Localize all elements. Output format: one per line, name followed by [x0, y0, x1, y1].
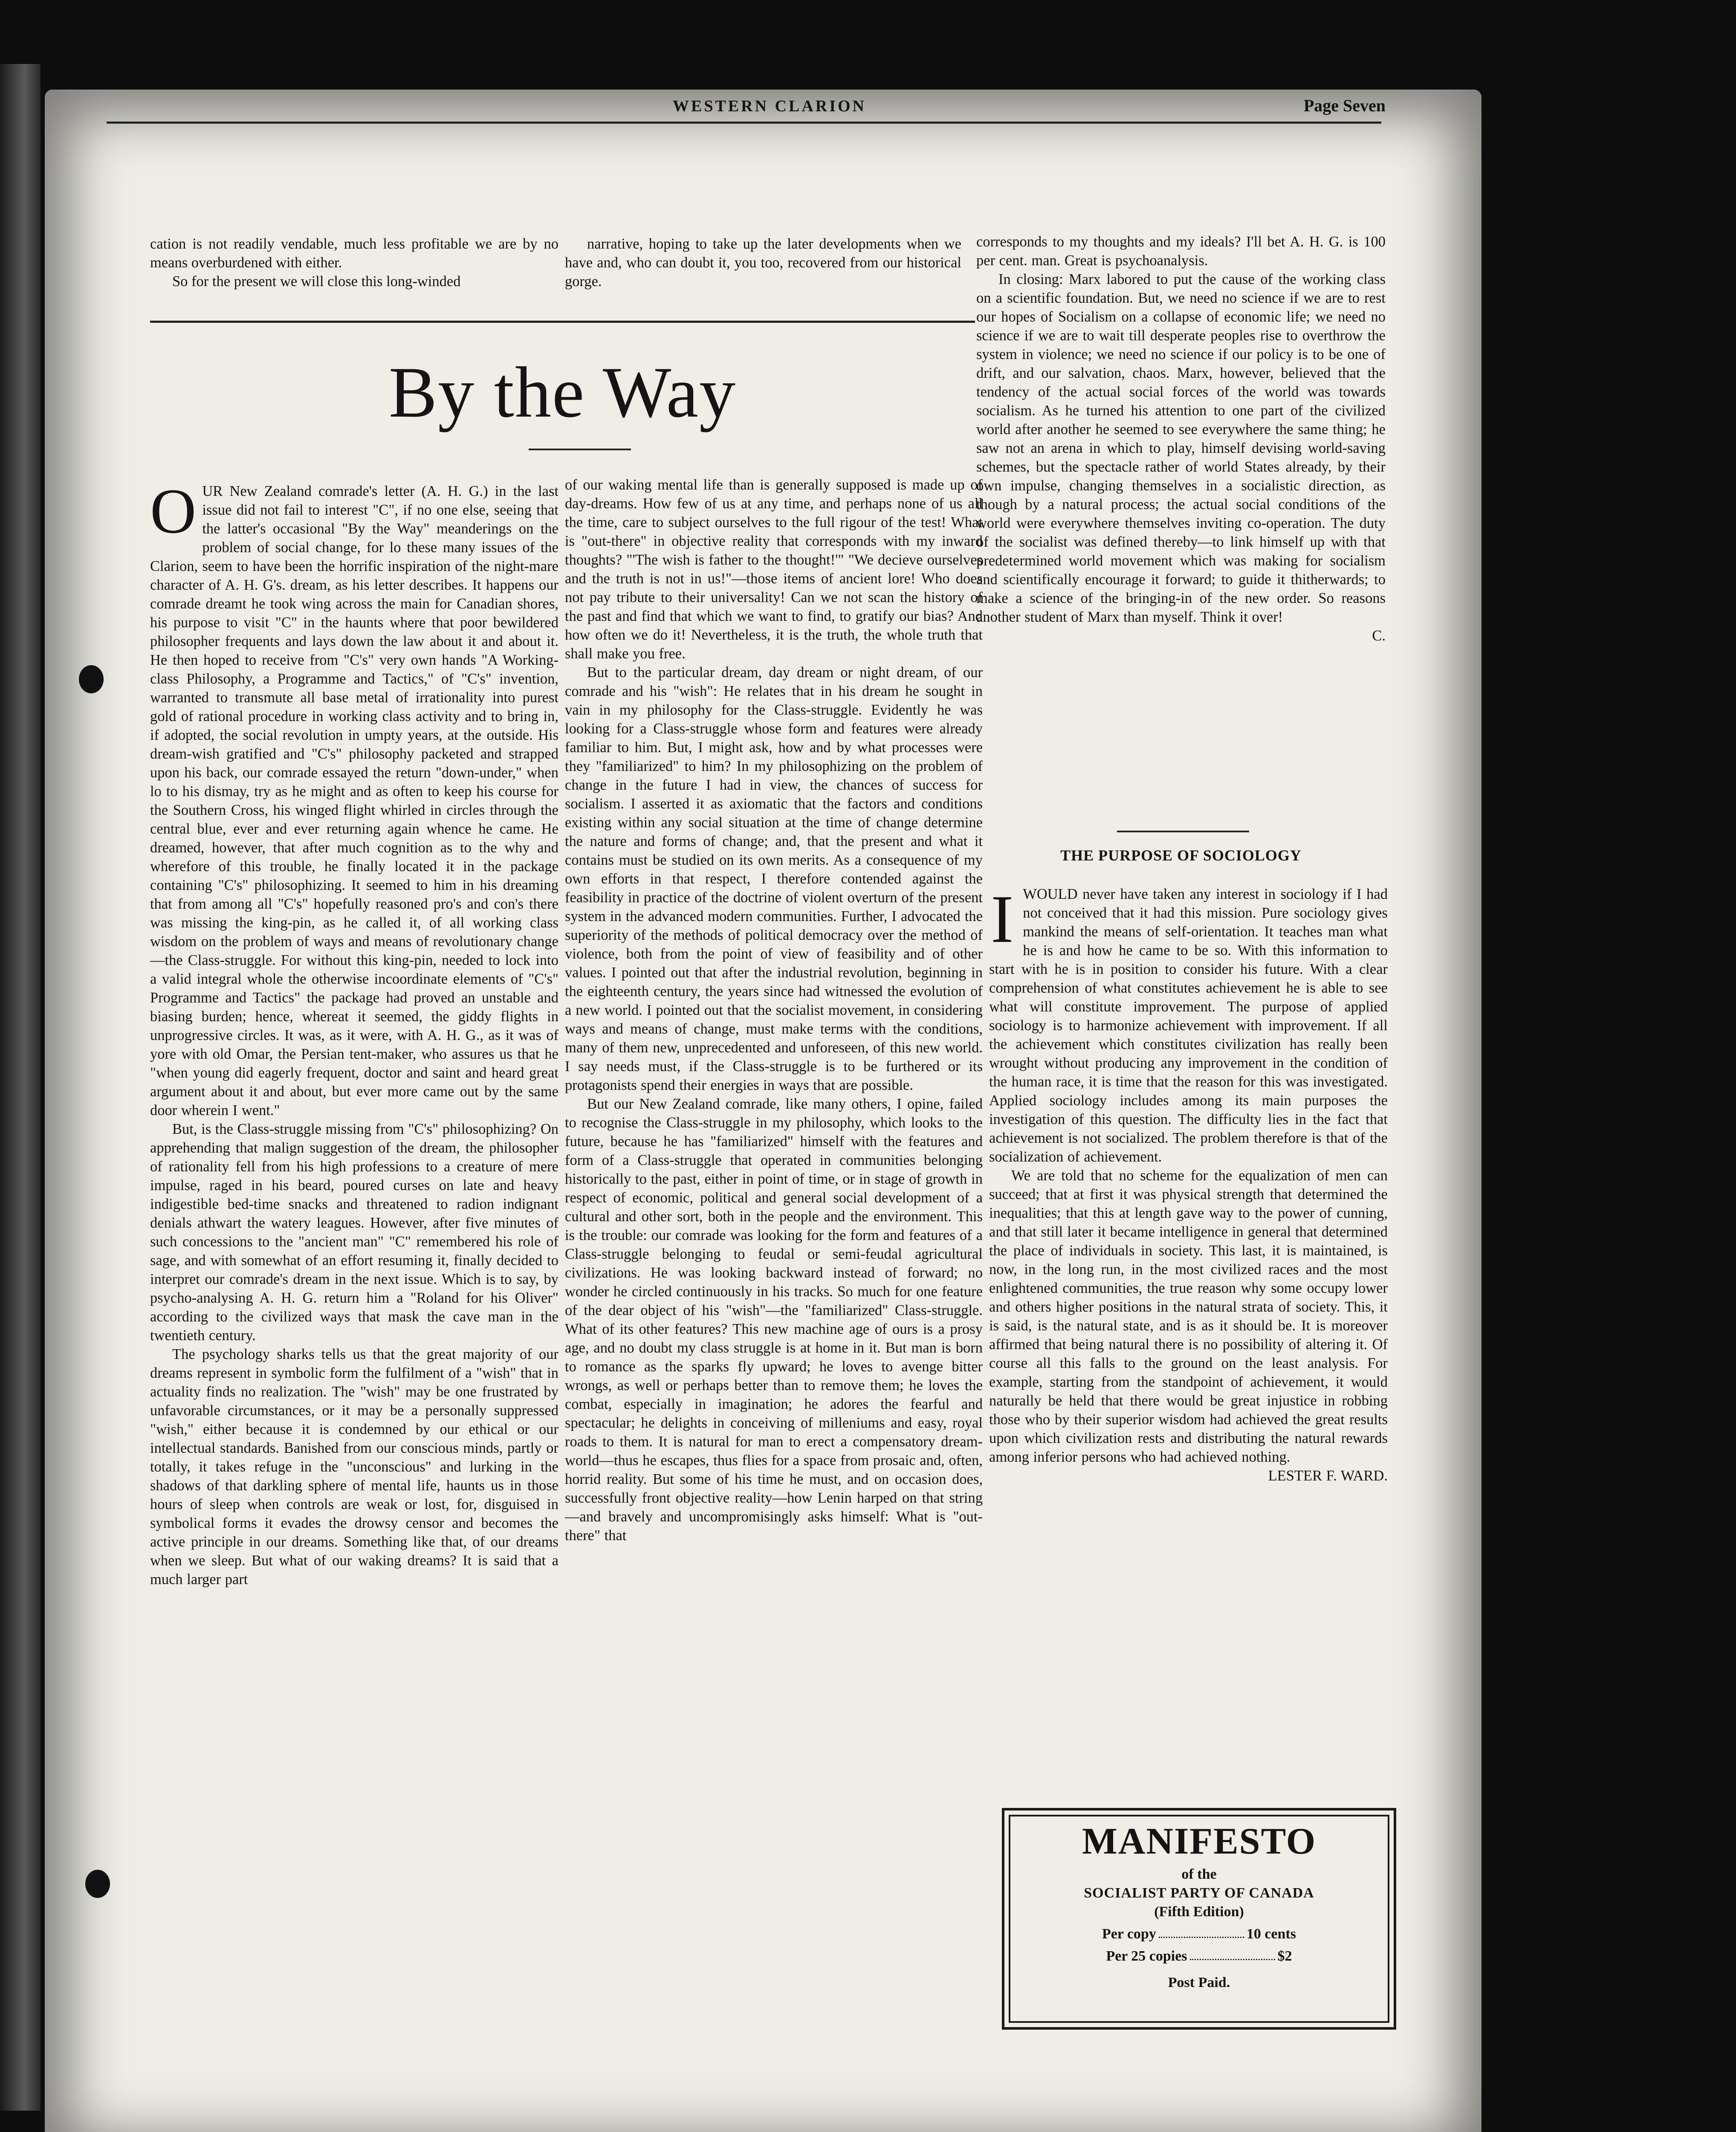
article-paragraph: But, is the Class-struggle missing from "C's" philosophizing? On apprehending that malign suggestion of the dream, the philosopher of rationality fell from his high professions to a creature of mere impulse, raged in his beard, poured curses on late and heavy indigestible bed-time snacks and threatened to radion indignant denials athwart the watery leagues. However, after five minutes of such concessions to the "ancient man" "C" remembered his role of sage, and with somewhat of an effort resuming it, finally decided to interpret our comrade's dream in the next issue. Which is to say, by psycho-analysing A. H. G. return him a "Roland for his Oliver" according to the civilized ways that mask the cave man in the twentieth century.	[150, 1121, 558, 1344]
header-rule	[107, 122, 1381, 124]
sociology-column	[989, 881, 1388, 1485]
sociology-paragraph: IWOULD never have taken any interest in sociology if I had not conceived that it had this mission. Pure sociology gives mankind the means of self-orientation. It teaches man what he is and how he came to be so. With this information to start with he is in position to consider his future. With a clear comprehension of what constitutes achievement he is able to see what will constitute improvement. The purpose of applied sociology is to harmonize achievement with improvement. If all the achievement which constitutes civilization has really been wrought without producing any improvement in the condition of the human race, it is time that the reason for this was investigated. Applied sociology includes among its main purposes the investigation of this question. The difficulty lies in the fact that achievement is not socialized. The problem therefore is that of the socialization of achievement.	[989, 881, 1388, 1165]
article-paragraph: The psychology sharks tells us that the great majority of our dreams represent in symbolic form the fulfilment of a "wish" that in actuality finds no realization. The "wish" may be one frustrated by unfavorable circumstances, or it may be a personally suppressed "wish," either because it is condemned by our ethical or our intellectual standards. Banished from our conscious minds, partly or totally, it takes refuge in the "unconscious" and lurking in the shadows of that darkling sphere of mental life, haunts us in those hours of sleep when controls are weak or lost, for, disguised in symbolical forms it evades the drowsy censor and becomes the active principle in our dreams. Something like that, of our dreams when we sleep. But what of our waking dreams? It is said that a much larger part	[150, 1346, 558, 1587]
leader-dots	[1190, 1948, 1275, 1960]
article-paragraph: But our New Zealand comrade, like many others, I opine, failed to recognise the Class-struggle in my philosophy, which looks to the future, because he has "familiarized" himself with the features and form of a Class-struggle that operated in communities belonging historically to the past, either in point of time, or in stage of growth in respect of economic, political and general social development of a cultural and other sort, both in the people and the environment. This is the trouble: our comrade was looking for the form and features of a Class-struggle belonging to feudal or semi-feudal agricultural civilizations. He was looking backward instead of forward; no wonder he circled continuously in his tracks. So much for one feature of the dear object of his "wish"—the "familiarized" Class-struggle. What of its other features? This new machine age of ours is a prosy age, and no doubt my class struggle is at home in it. But man is born to romance as the sparks fly upward; he loves to avenge bitter wrongs, as well or perhaps better than to remove them; he loves the combat, especially in imagination; he adores the fearful and spectacular; he delights in conceiving of milleniums and easy, royal roads to them. It is natural for man to erect a compensatory dream-world—thus he escapes, thus flies for a space from prosaic and, often, horrid reality. But some of his time he must, and on occasion does, successfully front objective reality—how Lenin harped on that string—and bravely and uncompromisingly asks himself: What is "out-there" that	[565, 1096, 983, 1544]
article-paragraph: OUR New Zealand comrade's letter (A. H. G.) in the last issue did not fail to interest "C", if no one else, seeing that the latter's occasional "By the Way" meanderings on the problem of social change, for lo these many issues of the Clarion, seem to have been the horrific inspiration of the night-mare character of A. H. G's. dream, as his letter describes. It happens our comrade dreamt he took wing across the main for Canadian shores, his purpose to visit "C" in the haunts where that poor bewildered philosopher frequents and lays down the law about it and about it. He then hoped to receive from "C's" very own hands "A Working-class Philosophy, a Programme and Tactics," of "C's" invention, warranted to transmute all base metal of irrationality into purest gold of rational procedure in working class activity and to bring in, if adopted, the social revolution in umpty years, at the outside. His dream-wish gratified and "C's" philosophy packeted and strapped upon his back, our comrade essayed the return "down-under," when lo to his dismay, try as he might and as often to keep his course for the Southern Cross, his winged flight whirled in circles through the central blue, ever and ever returning again whence he came. He dreamed, however, that after much cognition as to the why and wherefore of this trouble, he finally located it in the package containing "C's" philosophizing. It seemed to him in his dreaming that from among all "C's" hopefully reasoned pro's and con's there was missing the king-pin, as he called it, of all working class wisdom on the problem of ways and means of revolutionary change—the Class-struggle. For without this king-pin, needed to lock into a valid integral whole the otherwise incoordinate elements of "C's" Programme and Tactics" the package had proved an unstable and biasing burden; hence, whereat it seemed, the giddy flights in unprogressive circles. It was, as it were, with A. H. G., as it was of yore with old Omar, the Persian tent-maker, who assures us that he "when young did eagerly frequent, doctor and saint and heard great argument about it and about, but ever more came out by the same door wherein I went."	[150, 476, 558, 1118]
headline-rule	[529, 449, 631, 450]
carryover-column-1	[150, 235, 558, 291]
article-paragraph: But to the particular dream, day dream or night dream, of our comrade and his "wish": He relates that in his dream he sought in vain in my philosophy for the Class-struggle. Evidently he was looking for a Class-struggle whose form and features were already familiar to him. But, I might ask, how and by what processes were they "familiarized" to him? In my philosophizing on the problem of change in the future I had in view, the chances of success for socialism. I asserted it as axiomatic that the factors and conditions existing within any social situation at the time of change determine the nature and forms of change; and, that the present and what it contains must be studied on its own merits. As a consequence of my own efforts in that respect, I therefore contended against the feasibility in practice of the doctrine of violent overturn of the present system in the advanced modern communities. Further, I advocated the superiority of the methods of political democracy over the method of violence, both from the point of view of feasibility and of other values. I pointed out that after the industrial revolution, beginning in the eighteenth century, the years since had witnessed the evolution of a new world. I pointed out that the socialist movement, in considering ways and means of change, must make terms with the conditions, many of them new, unprecedented and unforeseen, of this new world. I say needs must, if the Class-struggle is to be furthered or its protagonists spend their energies in ways that are possible.	[565, 664, 983, 1093]
article-column-2	[565, 475, 983, 1545]
carryover-text: narrative, hoping to take up the later developments when we have and, who can doubt it, you too, recovered from our historical gorge.	[565, 236, 961, 290]
advert-edition: (Fifth Edition)	[1154, 1904, 1244, 1920]
carryover-text: So for the present we will close this long-winded	[172, 273, 461, 290]
carryover-column-2	[565, 235, 961, 291]
drop-cap: O	[150, 476, 197, 547]
article-headline: By the Way	[388, 352, 737, 432]
price-label: Per copy	[1102, 1926, 1156, 1942]
sociology-heading: THE PURPOSE OF SOCIOLOGY	[1060, 847, 1302, 864]
scan-border	[0, 64, 41, 2111]
page-number: Page Seven	[1303, 96, 1386, 115]
article-column-1	[150, 476, 558, 1589]
section-rule	[1117, 831, 1249, 832]
article-signature: C.	[1372, 628, 1386, 644]
advert-price-row	[1004, 1926, 1394, 1942]
article-rule	[150, 321, 975, 323]
advert-price-row	[1004, 1948, 1394, 1964]
advert-postage: Post Paid.	[1168, 1975, 1230, 1990]
leader-dots	[1159, 1926, 1244, 1938]
drop-cap: I	[991, 881, 1014, 957]
price-label: Per 25 copies	[1106, 1948, 1187, 1964]
price-value: 10 cents	[1246, 1926, 1296, 1942]
sociology-author: LESTER F. WARD.	[1268, 1468, 1388, 1484]
advert-title: MANIFESTO	[1082, 1821, 1316, 1862]
article-paragraph: of our waking mental life than is generally supposed is made up of day-dreams. How few of us at any time, and perhaps none of us all the time, care to subject ourselves to the full rigour of the test! What is "out-there" in objective reality that corresponds with my inward thoughts? "'The wish is father to the thought!'" "We decieve ourselves and the truth is not in us!"—those items of ancient lore! Who does not pay tribute to their universality! Can we not scan the history of the past and find that which we want to find, to gratify our bias? And how often we do it! Nevertheless, it is the truth, the whole truth that shall make you free.	[565, 477, 983, 662]
manifesto-advert	[1002, 1808, 1396, 2030]
advert-party: SOCIALIST PARTY OF CANADA	[1084, 1885, 1314, 1901]
article-column-3	[976, 232, 1386, 645]
binding-hole	[79, 665, 104, 693]
article-paragraph: In closing: Marx labored to put the cause of the working class on a scientific foundation. But, we need no science if we are to rest our hopes of Socialism on a collapse of economic life; we need no science if we are to wait till desperate peoples rise to overthrow the system in violence; we need no science if our policy is to be one of drift, and our salvation, chaos. Marx, however, believed that the tendency of the actual social forces of the world was towards socialism. As he turned his attention to one part of the civilized world after another he seemed to see everywhere the same thing; he saw not an arena in which to play, himself devising world-saving schemes, but the spectacle rather of world States already, by their own impulse, changing themselves in a socialistic direction, as though by a natural process; the actual social conditions of the world were everywhere themselves inviting co-operation. The duty of the socialist was defined thereby—to link himself up with that predetermined world movement which was making for socialism and scientifically encourage it forward; to guide it thitherwards; to make a science of the bringing-in of the new order. So reasons another student of Marx than myself. Think it over!	[976, 271, 1386, 625]
carryover-text: cation is not readily vendable, much less profitable we are by no means overburdened with either.	[150, 236, 558, 271]
binding-hole	[85, 1870, 110, 1898]
price-value: $2	[1277, 1948, 1292, 1964]
article-paragraph: corresponds to my thoughts and my ideals? I'll bet A. H. G. is 100 per cent. man. Great is psychoanalysis.	[976, 234, 1386, 269]
sociology-paragraph: We are told that no scheme for the equalization of men can succeed; that at first it was physical strength that determined the inequalities; that this at length gave way to the power of cunning, and that still later it became intelligence in general that determined the place of individuals in society. This last, it is maintained, is now, in the long run, in the most civilized races and the most enlightened communities, the true reason why some occupy lower and others higher positions in the natural strata of society. This, it is said, is the natural state, and is as it should be. It is moreover affirmed that being natural there is no possibility of altering it. Of course all this falls to the ground on the least analysis. For example, starting from the standpoint of achievement, it would naturally be held that there would be great injustice in robbing those who by their superior wisdom had achieved the great results upon which civilization rests and distributing the natural rewards among inferior persons who had achieved nothing.	[989, 1167, 1388, 1465]
advert-of-the: of the	[1181, 1866, 1217, 1882]
masthead-title: WESTERN CLARION	[672, 97, 867, 115]
